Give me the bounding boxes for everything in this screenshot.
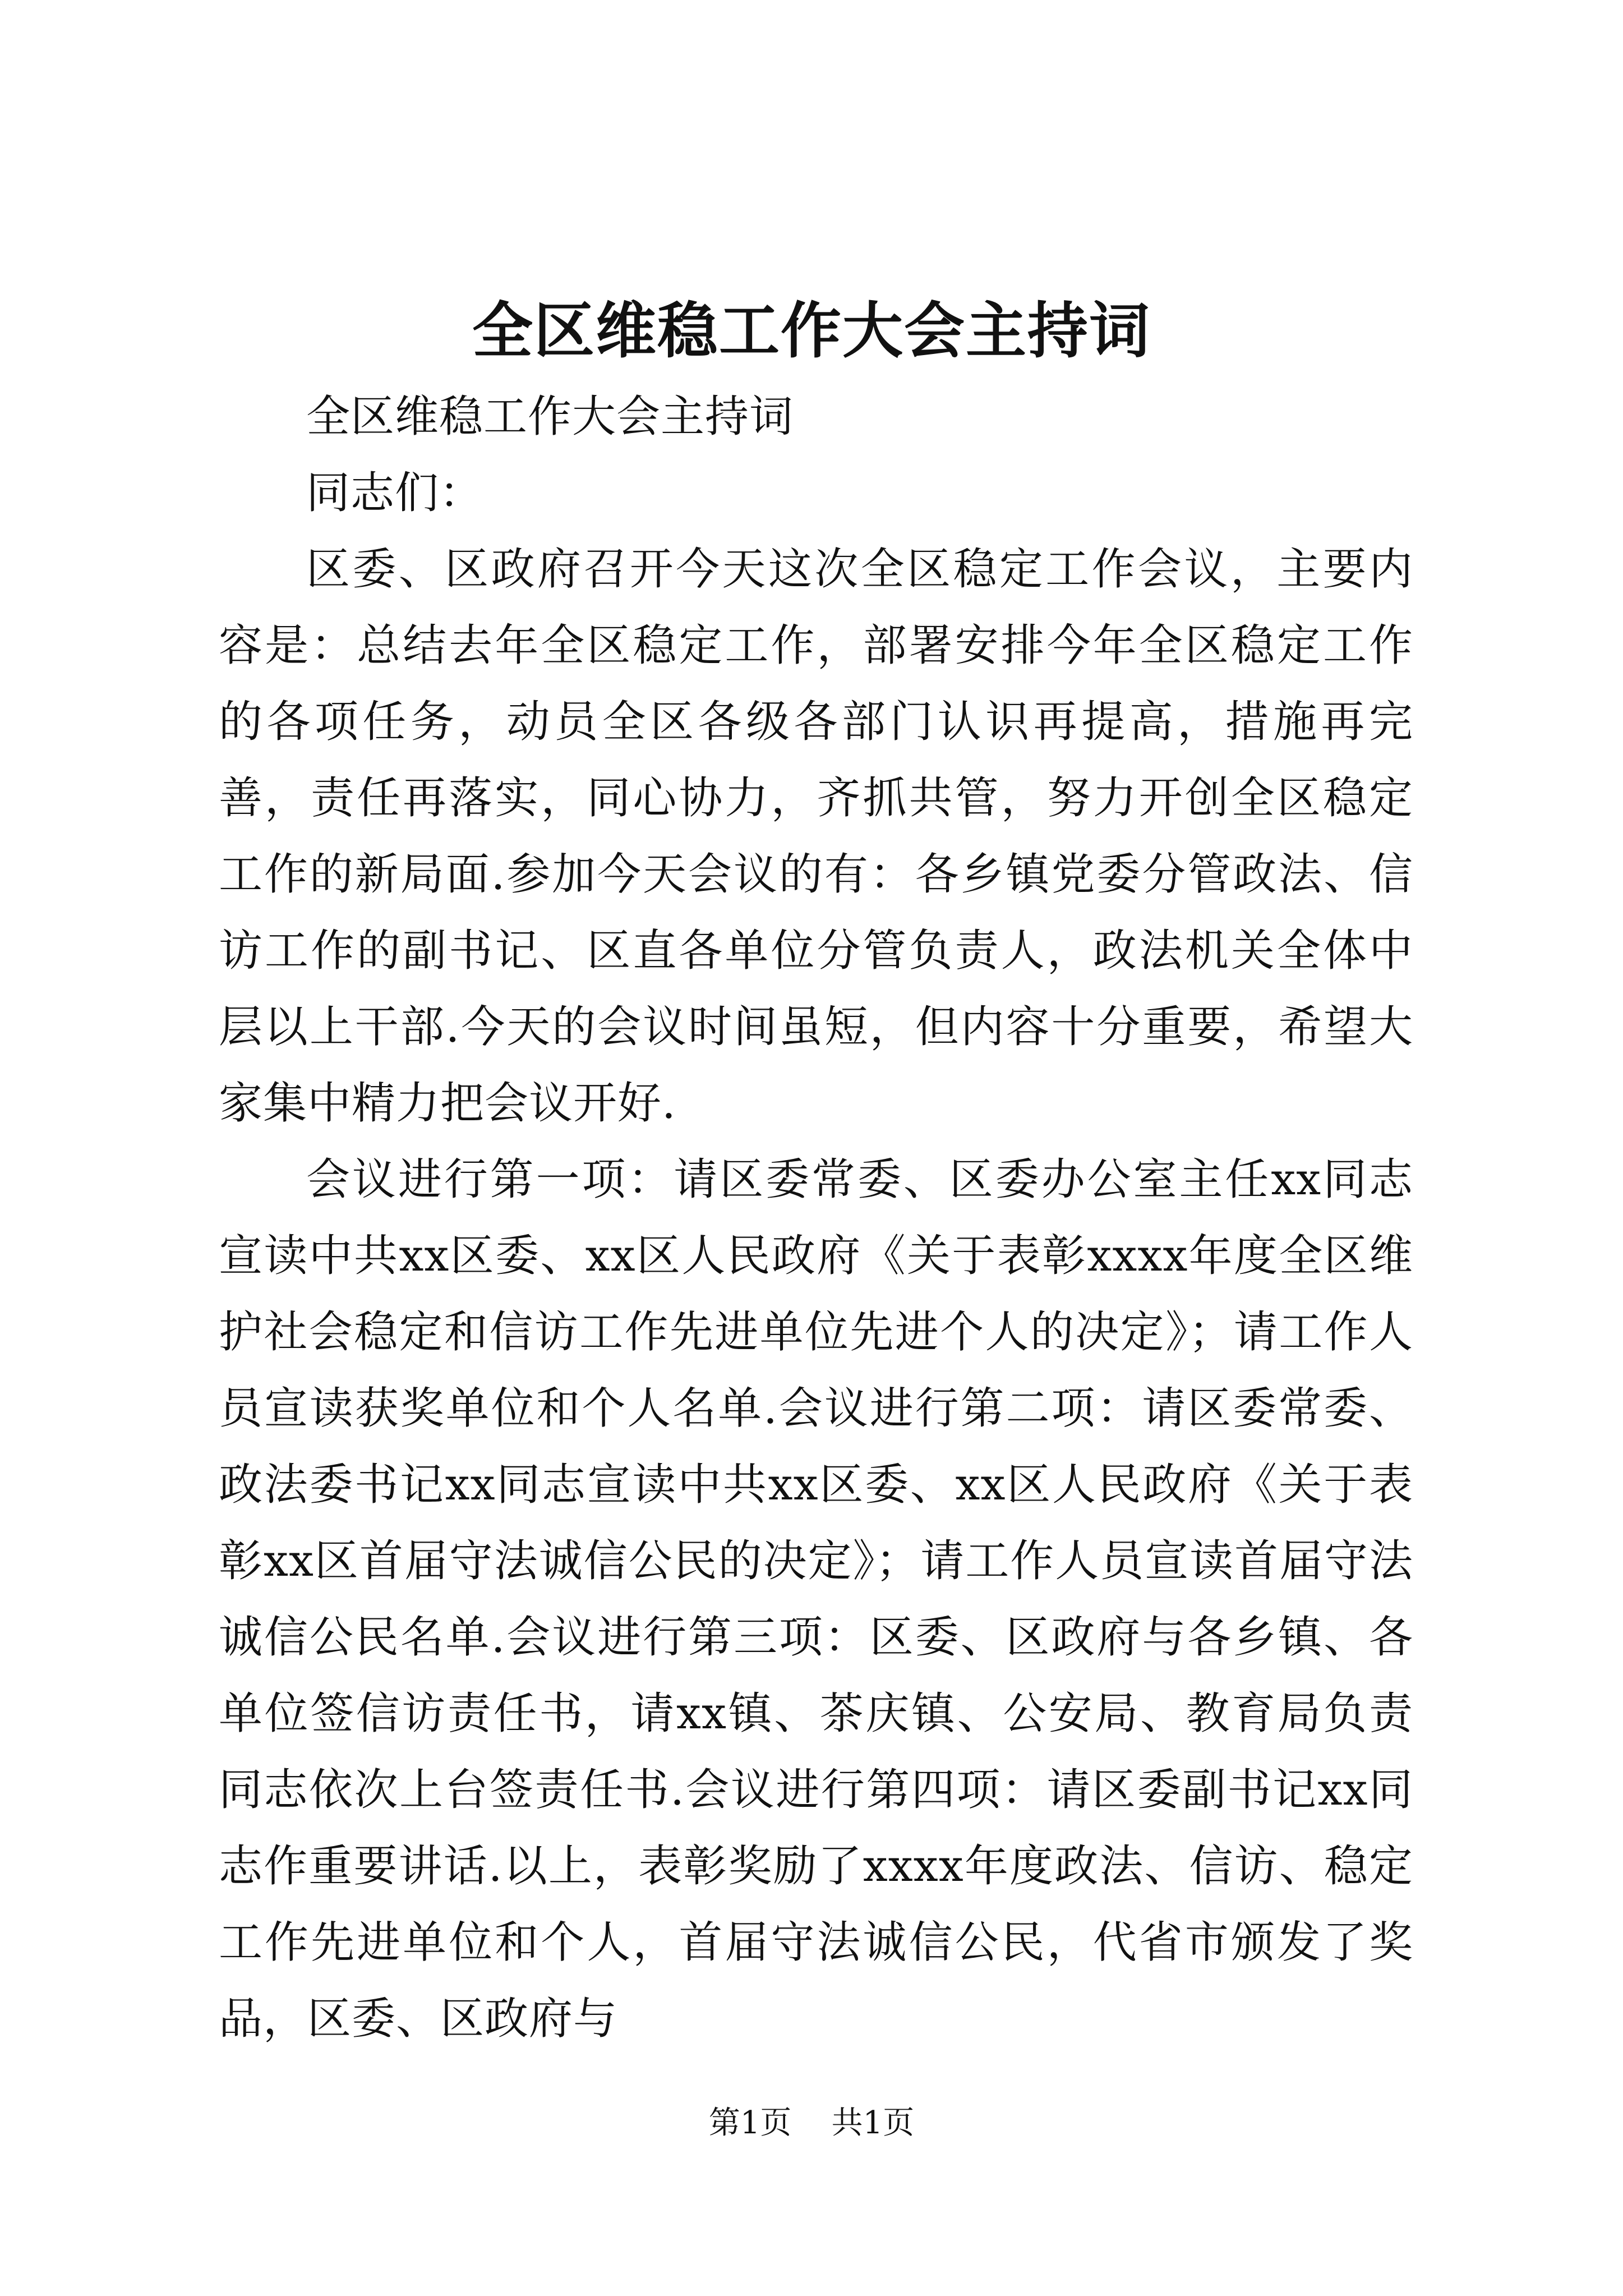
paragraph-salutation: 同志们： [306, 468, 484, 518]
page-total: 共1页 [831, 2105, 915, 2141]
paragraph-subtitle: 全区维稳工作大会主持词 [306, 392, 794, 442]
page-footer [0, 2101, 1623, 2146]
footer-spacer [801, 2105, 822, 2141]
document-body [219, 379, 1413, 2057]
paragraph-agenda: 会议进行第一项：请区委常委、区委办公室主任xx同志宣读中共xx区委、xx区人民政府《关于表彰xxxx年度全区维护社会稳定和信访工作先进单位先进个人的决定》；请工作人员宣读获奖单位和个人名单.会议进行第二项：请区委常委、政法委书记xx同志宣读中共xx区委、xx区人民政府《关于表彰xx区首届守法诚信公民的决定》；请工作人员宣读首届守法诚信公民名单.会议进行第三项：区委、区政府与各乡镇、各单位签信访责任书，请xx镇、茶庆镇、公安局、教育局负责同志依次上台签责任书.会议进行第四项：请区委副书记xx同志作重要讲话.以上，表彰奖励了xxxx年度政法、信访、稳定工作先进单位和个人，首届守法诚信公民，代省市颁发了奖品，区委、区政府与 [219, 1154, 1413, 2044]
paragraph-intro: 区委、区政府召开今天这次全区稳定工作会议，主要内容是：总结去年全区稳定工作，部署安排今年全区稳定工作的各项任务，动员全区各级各部门认识再提高，措施再完善，责任再落实，同心协力，齐抓共管，努力开创全区稳定工作的新局面.参加今天会议的有：各乡镇党委分管政法、信访工作的副书记、区直各单位分管负责人，政法机关全体中层以上干部.今天的会议时间虽短，但内容十分重要，希望大家集中精力把会议开好. [219, 544, 1413, 1129]
document-title: 全区维稳工作大会主持词 [472, 296, 1151, 366]
page-number: 第1页 [708, 2105, 792, 2141]
